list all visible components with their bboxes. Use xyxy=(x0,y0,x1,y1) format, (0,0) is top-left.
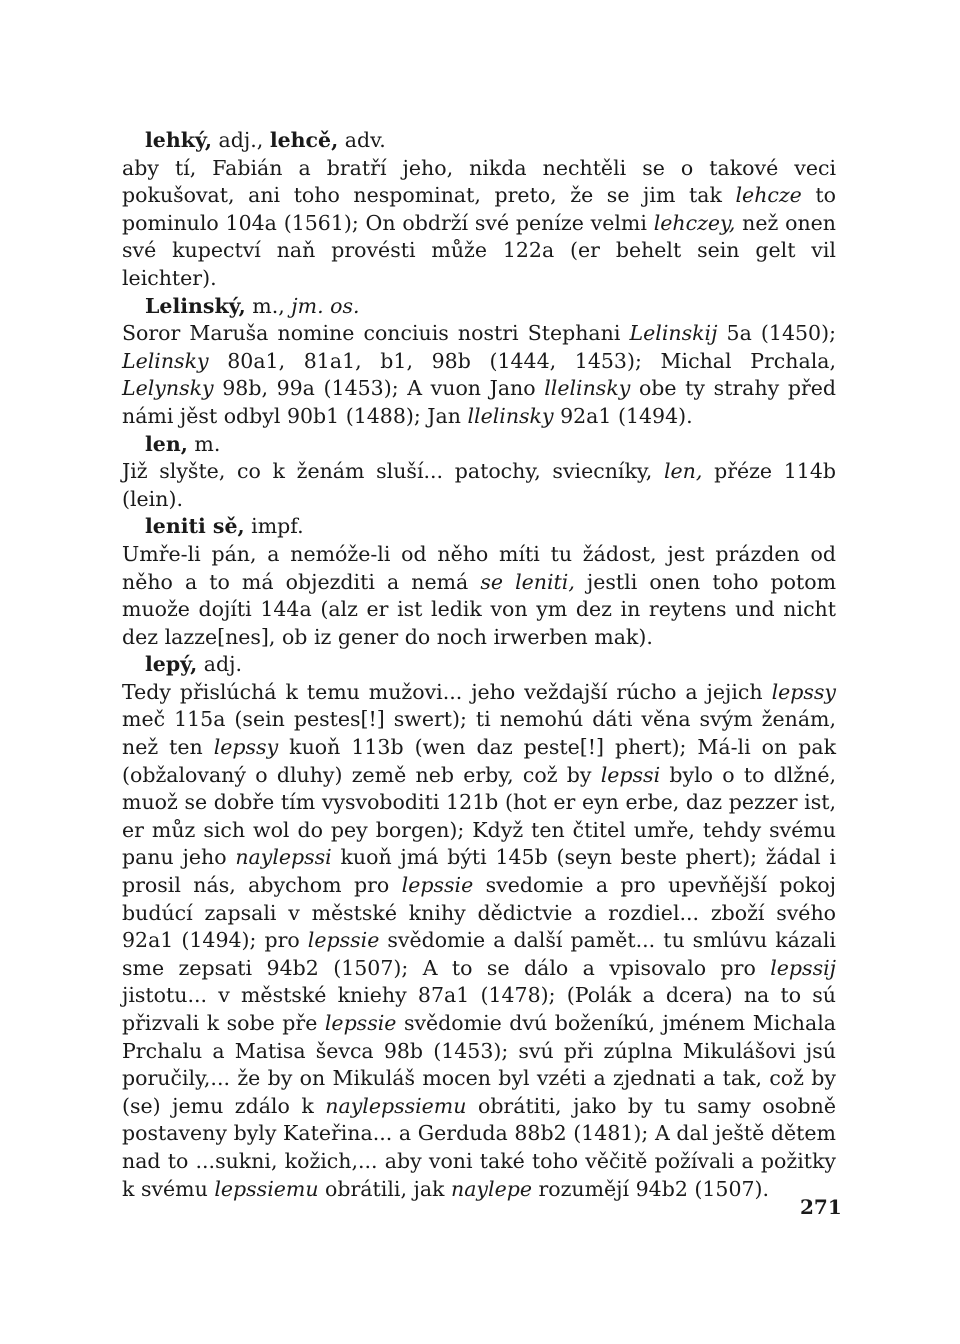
grammar-label: m., xyxy=(245,293,292,318)
citation-text: obrátiti, jako by tu samy osobně postaveny byly Kateřina... a Gerduda 88b2 (1481); A dal ještě dětem nad to ...sukni, kožich,... aby voni také toho věčitě požívali a požitky k svému xyxy=(122,1093,836,1201)
citation-form: lepssie xyxy=(307,928,380,953)
grammar-label: adj., xyxy=(212,128,270,152)
entry-headword-line xyxy=(122,293,836,321)
headword: len, xyxy=(145,431,188,456)
citation-text: kuoň jmá býti 145b (seyn beste phert); žádal i prosil nás, abychom pro xyxy=(122,845,836,898)
citation-text: 98b, 99a (1453); A vuon Jano xyxy=(213,376,545,401)
citation-form: len, xyxy=(663,459,703,484)
entry-citations xyxy=(122,155,836,293)
citation-text: to pominulo 104a (1561); On obdrží své peníze velmi xyxy=(122,183,836,235)
citation-text: Již slyšte, co k ženám sluší... patochy, sviecníky, xyxy=(122,459,664,484)
grammar-label: m. xyxy=(187,431,221,456)
citation-text: než onen své kupectví naň provésti může 122a (er behelt sein gelt vil leichter). xyxy=(122,210,836,290)
citation-text: jestli onen toho potom muože dojíti 144a (alz er ist ledik von ym dez in reytens und nicht dez lazze[nes], ob iz gener do noch irwerben mak). xyxy=(122,569,837,649)
citation-form: lepssie xyxy=(324,1011,397,1035)
citation-form: llelinsky xyxy=(467,403,554,428)
citation-form: lepssy xyxy=(771,679,836,704)
citation-form: lepssie xyxy=(401,873,474,898)
headword: lehký, xyxy=(145,128,213,152)
citation-text: kuoň 113b (wen daz peste[!] phert); Má-li on pak (obžalovaný o dluhy) země neb erby, což by xyxy=(122,735,836,787)
citation-form: lepssiemu xyxy=(214,1176,319,1201)
citation-text: svědomie a další pamět... tu smlúvu kázali sme zepsati 94b2 (1507); A to se dálo a vpisovalo pro xyxy=(122,928,836,980)
dictionary-text xyxy=(122,127,836,1203)
citation-form: lepssy xyxy=(213,735,279,760)
entry-citations xyxy=(122,679,836,1203)
citation-form: lepssij xyxy=(770,955,836,980)
dictionary-entry xyxy=(122,431,836,514)
citation-text: aby tí, Fabián a bratří jeho, nikda nechtěli se o takové veci pokušovat, ani toho nespominat, preto, že se jim tak xyxy=(122,155,836,208)
citation-text: 80a1, 81a1, b1, 98b (1444, 1453); Michal Prchala, xyxy=(208,348,836,373)
entry-citations xyxy=(122,541,836,651)
citation-text: rozumějí 94b2 (1507). xyxy=(531,1176,770,1201)
dictionary-entry xyxy=(122,513,836,651)
citation-text: Soror Maruša nomine conciuis nostri Stephani xyxy=(122,321,630,346)
entry-citations xyxy=(122,458,836,513)
citation-text: meč 115a (sein pestes[!] swert); ti nemohú dáti věna svým ženám, než ten xyxy=(122,707,836,760)
headword: leniti sě, xyxy=(145,514,245,539)
citation-text: Umře-li pán, a nemóže-li od něho míti tu žádost, jest prázden od něho a to má objezditi a nemá xyxy=(122,541,836,594)
citation-form: Lelinskij xyxy=(629,321,718,346)
grammar-label-italic: jm. os. xyxy=(291,293,360,318)
citation-form: lehcze xyxy=(735,183,802,208)
citation-text: jistotu... v městské kniehy 87a1 (1478); (Polák a dcera) na to sú přizvali k sobe pře xyxy=(122,983,836,1035)
citation-text: přéze 114b (lein). xyxy=(122,459,836,511)
citation-text: svědomie dvú boženíkú, jménem Michala Prchalu a Matisa ševca 98b (1453); svú při zúplna Mikulášovi jsú poručily,... že by on Mikuláš mocen byl vzéti a zjednati a tak, což by (se) jemu zdálo k xyxy=(122,1011,836,1118)
citation-text: svedomie a pro upevňější pokoj budúcí zapsali v městské knihy dědictvie a rozdiel... zboží svého 92a1 (1494); pro xyxy=(122,873,836,953)
citation-text: 92a1 (1494). xyxy=(553,403,693,428)
grammar-label: adv. xyxy=(338,128,386,152)
citation-text: bylo o to dlžné, muož se dobře tím vysvoboditi 121b (hot er eyn erbe, daz pezzer ist, er můz sich wol do pey borgen); Když ten čtitel umře, tehdy svému panu jeho xyxy=(122,762,837,870)
citation-form: llelinsky xyxy=(544,376,631,401)
grammar-label: impf. xyxy=(244,514,304,539)
citation-form: Lelynsky xyxy=(122,376,214,401)
citation-form: naylepe xyxy=(451,1176,532,1201)
headword-variant: lehcě, xyxy=(269,128,339,152)
citation-text: obe ty strahy před námi jěst odbyl 90b1 (1488); Jan xyxy=(122,376,836,428)
dictionary-entry xyxy=(122,293,836,431)
entry-headword-line xyxy=(122,431,836,459)
entry-headword-line xyxy=(122,513,836,541)
citation-form: naylepssiemu xyxy=(325,1093,467,1118)
citation-text: 5a (1450); xyxy=(717,321,837,346)
page-number: 271 xyxy=(800,1195,842,1219)
citation-form: lepssi xyxy=(600,762,661,787)
grammar-label: adj. xyxy=(197,652,242,677)
citation-form: lehczey, xyxy=(653,210,736,235)
entry-headword-line xyxy=(122,651,836,679)
entry-citations xyxy=(122,320,836,430)
citation-form: se leniti, xyxy=(480,569,575,594)
citation-form: Lelinsky xyxy=(122,348,209,373)
headword: Lelinský, xyxy=(145,293,246,318)
dictionary-entry xyxy=(122,127,836,293)
entry-headword-line xyxy=(122,127,836,155)
headword: lepý, xyxy=(145,652,198,677)
citation-text: obrátili, jak xyxy=(318,1176,451,1201)
dictionary-entry xyxy=(122,651,836,1203)
citation-text: Tedy přislúchá k temu mužovi... jeho veždajší rúcho a jejich xyxy=(122,679,772,704)
citation-form: naylepssi xyxy=(235,845,332,870)
